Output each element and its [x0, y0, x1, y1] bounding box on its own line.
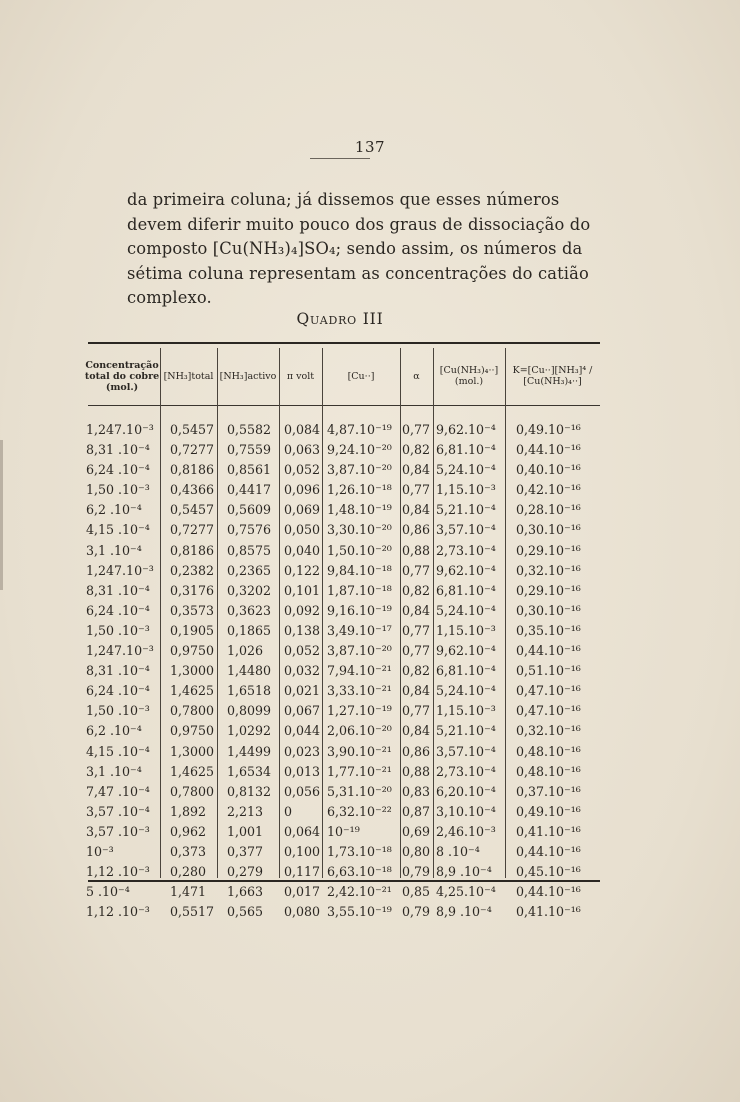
table-cell: 0,5582 [227, 422, 272, 437]
table-cell: 0,86 [402, 743, 431, 759]
table-cell: 5,24.10⁻⁴ [436, 683, 496, 699]
table-cell: 4,15 .10⁻⁴ [86, 522, 150, 538]
paragraph-line: sétima coluna representam as concentrações do catião [127, 263, 589, 283]
table-cell: 0,82 [402, 582, 431, 598]
table-cell: 0,8099 [227, 703, 272, 719]
body-paragraph [127, 188, 591, 311]
table-row [86, 500, 600, 520]
table-cell: 0,79 [402, 864, 431, 880]
table-cell: 1,471 [170, 884, 207, 900]
page-edge-stain [0, 440, 3, 590]
table-cell: 0,88 [402, 763, 431, 779]
header-total-copper: Concentração total do cobre (mol.) [84, 359, 160, 393]
table-cell: 0,122 [284, 562, 321, 578]
table-cell: 0,5517 [170, 904, 215, 920]
table-cell: 0,092 [284, 602, 321, 618]
table-cell: 2,42.10⁻²¹ [327, 884, 392, 900]
table-cell: 9,16.10⁻¹⁹ [327, 602, 392, 618]
table-cell: 0,8132 [227, 783, 272, 799]
table-cell: 5 .10⁻⁴ [86, 884, 130, 900]
table-caption: Quadro III [296, 310, 384, 328]
table-cell: 2,06.10⁻²⁰ [327, 723, 392, 739]
page-number: 137 [354, 138, 386, 156]
table-cell: 0,80 [402, 843, 431, 859]
table-cell: 3,55.10⁻¹⁹ [327, 904, 392, 920]
table-cell: 0,9750 [170, 723, 215, 739]
table-cell: 0 [284, 803, 293, 819]
table-cell: 6,63.10⁻¹⁸ [327, 864, 392, 880]
table-cell: 0,063 [284, 442, 321, 458]
table-cell: 1,15.10⁻³ [436, 482, 496, 498]
table-row [86, 842, 600, 862]
table-cell: 3,30.10⁻²⁰ [327, 522, 392, 538]
table-cell: 3,49.10⁻¹⁷ [327, 622, 392, 638]
table-row [86, 721, 600, 741]
table-cell: 1,4499 [227, 743, 272, 759]
paragraph-line: complexo. [127, 288, 212, 308]
table-cell: 0,48.10⁻¹⁶ [516, 763, 581, 779]
table-cell: 8,31 .10⁻⁴ [86, 582, 150, 598]
table-cell: 6,81.10⁻⁴ [436, 442, 496, 458]
header-potential: π volt [286, 370, 315, 382]
table-cell: 7,94.10⁻²¹ [327, 663, 392, 679]
table-cell: 0,44.10⁻¹⁶ [516, 442, 581, 458]
table-cell: 1,48.10⁻¹⁹ [327, 502, 392, 518]
table-cell: 7,47 .10⁻⁴ [86, 783, 150, 799]
table-cell: 0,29.10⁻¹⁶ [516, 582, 581, 598]
table-cell: 0,47.10⁻¹⁶ [516, 683, 581, 699]
header-nh3-total: [NH₃]total [163, 370, 214, 382]
table-cell: 0,49.10⁻¹⁶ [516, 422, 581, 437]
paragraph-line: composto [Cu(NH₃)₄]SO₄; sendo assim, os números da [127, 239, 583, 259]
table-cell: 2,46.10⁻³ [436, 823, 496, 839]
table-cell: 0,28.10⁻¹⁶ [516, 502, 581, 518]
table-row [86, 762, 600, 782]
table-cell: 0,023 [284, 743, 321, 759]
table-cell: 0,084 [284, 422, 321, 437]
table-cell: 0,3202 [227, 582, 272, 598]
table-cell: 9,62.10⁻⁴ [436, 643, 496, 659]
table-cell: 1,663 [227, 884, 264, 900]
table-cell: 9,24.10⁻²⁰ [327, 442, 392, 458]
table-cell: 0,4417 [227, 482, 272, 498]
table-cell: 0,37.10⁻¹⁶ [516, 783, 581, 799]
table-cell: 0,30.10⁻¹⁶ [516, 602, 581, 618]
table-cell: 3,87.10⁻²⁰ [327, 643, 392, 659]
table-cell: 0,1905 [170, 622, 215, 638]
table-row [86, 882, 600, 902]
table-cell: 0,013 [284, 763, 321, 779]
table-cell: 6,81.10⁻⁴ [436, 663, 496, 679]
table-cell: 3,33.10⁻²¹ [327, 683, 392, 699]
table-cell: 0,280 [170, 864, 207, 880]
table-cell: 6,2 .10⁻⁴ [86, 723, 142, 739]
header-alpha: α [413, 370, 420, 382]
table-cell: 0,052 [284, 462, 321, 478]
table-cell: 9,84.10⁻¹⁸ [327, 562, 392, 578]
table-cell: 6,24 .10⁻⁴ [86, 683, 150, 699]
table-cell: 0,84 [402, 602, 431, 618]
table-cell: 1,6534 [227, 763, 272, 779]
table-cell: 8,9 .10⁻⁴ [436, 864, 492, 880]
table-cell: 8 .10⁻⁴ [436, 843, 480, 859]
table-cell: 0,096 [284, 482, 321, 498]
table-cell: 9,62.10⁻⁴ [436, 422, 496, 437]
table-cell: 10⁻¹⁹ [327, 823, 360, 839]
table-cell: 0,40.10⁻¹⁶ [516, 462, 581, 478]
table-cell: 1,12 .10⁻³ [86, 904, 150, 920]
table-cell: 4,15 .10⁻⁴ [86, 743, 150, 759]
table-cell: 0,080 [284, 904, 321, 920]
table-cell: 0,77 [402, 643, 431, 659]
table-cell: 2,73.10⁻⁴ [436, 542, 496, 558]
table-cell: 0,82 [402, 663, 431, 679]
table-cell: 0,8186 [170, 542, 215, 558]
table-row [86, 601, 600, 621]
table-row [86, 742, 600, 762]
table-top-rule [88, 342, 600, 344]
table-cell: 1,15.10⁻³ [436, 703, 496, 719]
table-cell: 1,50.10⁻²⁰ [327, 542, 392, 558]
table-cell: 0,7800 [170, 783, 215, 799]
table-cell: 1,247.10⁻³ [86, 643, 154, 659]
table-cell: 6,24 .10⁻⁴ [86, 462, 150, 478]
table-cell: 0,79 [402, 904, 431, 920]
table-cell: 0,29.10⁻¹⁶ [516, 542, 581, 558]
table-cell: 0,30.10⁻¹⁶ [516, 522, 581, 538]
table-cell: 0,41.10⁻¹⁶ [516, 823, 581, 839]
table-row [86, 460, 600, 480]
table-row [86, 902, 600, 922]
table-cell: 3,1 .10⁻⁴ [86, 763, 142, 779]
table-cell: 0,48.10⁻¹⁶ [516, 743, 581, 759]
table-cell: 1,6518 [227, 683, 272, 699]
table-cell: 5,24.10⁻⁴ [436, 602, 496, 618]
table-cell: 0,7559 [227, 442, 272, 458]
table-cell: 0,4366 [170, 482, 215, 498]
table-cell: 0,021 [284, 683, 321, 699]
table-cell: 0,84 [402, 723, 431, 739]
table-cell: 1,3000 [170, 743, 215, 759]
table-row [86, 621, 600, 641]
table-cell: 0,87 [402, 803, 431, 819]
table-row [86, 681, 600, 701]
paragraph-line: da primeira coluna; já dissemos que esses números [127, 190, 560, 209]
table-cell: 6,2 .10⁻⁴ [86, 502, 142, 518]
table-row [86, 862, 600, 882]
table-cell: 3,90.10⁻²¹ [327, 743, 392, 759]
table-body [86, 420, 600, 922]
table-cell: 1,50 .10⁻³ [86, 703, 150, 719]
table-row [86, 520, 600, 540]
table-cell: 0,050 [284, 522, 321, 538]
table-cell: 0,84 [402, 462, 431, 478]
table-cell: 0,77 [402, 703, 431, 719]
table-cell: 0,3623 [227, 602, 272, 618]
table-cell: 1,50 .10⁻³ [86, 482, 150, 498]
table-cell: 0,2365 [227, 562, 272, 578]
table-cell: 0,7277 [170, 442, 215, 458]
table-cell: 5,21.10⁻⁴ [436, 502, 496, 518]
header-nh3-active: [NH₃]activo [219, 370, 277, 382]
paragraph-line: devem diferir muito pouco dos graus de dissociação do [127, 214, 591, 234]
table-row [86, 641, 600, 661]
table-cell: 0,44.10⁻¹⁶ [516, 843, 581, 859]
table-cell: 0,44.10⁻¹⁶ [516, 643, 581, 659]
table-cell: 0,044 [284, 723, 321, 739]
table-cell: 0,42.10⁻¹⁶ [516, 482, 581, 498]
table-cell: 0,41.10⁻¹⁶ [516, 904, 581, 920]
table-cell: 3,10.10⁻⁴ [436, 803, 496, 819]
table-row [86, 782, 600, 802]
table-cell: 0,85 [402, 884, 431, 900]
table-cell: 1,247.10⁻³ [86, 562, 154, 578]
table-row [86, 420, 600, 440]
table-cell: 0,32.10⁻¹⁶ [516, 562, 581, 578]
table-cell: 0,45.10⁻¹⁶ [516, 864, 581, 880]
table-row [86, 701, 600, 721]
table-cell: 3,1 .10⁻⁴ [86, 542, 142, 558]
header-cu-ion: [Cu··] [347, 370, 375, 382]
table-cell: 0,017 [284, 884, 321, 900]
table-cell: 3,57 .10⁻⁴ [86, 803, 150, 819]
table-cell: 10⁻³ [86, 843, 114, 859]
table-cell: 0,5457 [170, 502, 215, 518]
table-cell: 5,21.10⁻⁴ [436, 723, 496, 739]
table-cell: 0,9750 [170, 643, 215, 659]
table-header-rule [88, 405, 600, 406]
table-cell: 5,31.10⁻²⁰ [327, 783, 392, 799]
table-cell: 2,73.10⁻⁴ [436, 763, 496, 779]
table-cell: 6,24 .10⁻⁴ [86, 602, 150, 618]
table-row [86, 802, 600, 822]
table-cell: 0,5457 [170, 422, 215, 437]
table-cell: 0,101 [284, 582, 321, 598]
table-cell: 1,27.10⁻¹⁹ [327, 703, 392, 719]
table-cell: 0,49.10⁻¹⁶ [516, 803, 581, 819]
table-cell: 0,7277 [170, 522, 215, 538]
table-cell: 0,77 [402, 562, 431, 578]
table-cell: 1,001 [227, 823, 264, 839]
table-cell: 6,81.10⁻⁴ [436, 582, 496, 598]
table-cell: 0,35.10⁻¹⁶ [516, 622, 581, 638]
table-cell: 4,87.10⁻¹⁹ [327, 422, 392, 437]
table-cell: 0,5609 [227, 502, 272, 518]
table-cell: 2,213 [227, 803, 264, 819]
table-cell: 0,86 [402, 522, 431, 538]
table-cell: 1,4480 [227, 663, 272, 679]
header-constant-k: K=[Cu··][NH₃]⁴ / [Cu(NH₃)₄··] [512, 365, 593, 387]
table-cell: 3,87.10⁻²⁰ [327, 462, 392, 478]
table-cell: 1,12 .10⁻³ [86, 864, 150, 880]
table-cell: 0,7576 [227, 522, 272, 538]
table-cell: 0,7800 [170, 703, 215, 719]
table-cell: 1,247.10⁻³ [86, 422, 154, 437]
table-cell: 1,87.10⁻¹⁸ [327, 582, 392, 598]
table-cell: 1,4625 [170, 683, 215, 699]
table-cell: 0,84 [402, 502, 431, 518]
table-cell: 1,892 [170, 803, 207, 819]
table-cell: 0,1865 [227, 622, 272, 638]
table-cell: 3,57.10⁻⁴ [436, 743, 496, 759]
table-cell: 0,51.10⁻¹⁶ [516, 663, 581, 679]
table-cell: 0,040 [284, 542, 321, 558]
table-cell: 0,77 [402, 482, 431, 498]
table-cell: 0,77 [402, 622, 431, 638]
table-cell: 0,3176 [170, 582, 215, 598]
table-cell: 4,25.10⁻⁴ [436, 884, 496, 900]
table-cell: 6,20.10⁻⁴ [436, 783, 496, 799]
table-cell: 0,77 [402, 422, 431, 437]
table-cell: 0,8561 [227, 462, 272, 478]
table-cell: 1,026 [227, 643, 264, 659]
table-row [86, 822, 600, 842]
page-number-rule [310, 158, 370, 159]
table-cell: 0,47.10⁻¹⁶ [516, 703, 581, 719]
table-cell: 0,067 [284, 703, 321, 719]
table-cell: 1,77.10⁻²¹ [327, 763, 392, 779]
table-row [86, 661, 600, 681]
table-cell: 0,83 [402, 783, 431, 799]
table-cell: 0,84 [402, 683, 431, 699]
table-cell: 8,9 .10⁻⁴ [436, 904, 492, 920]
table-row [86, 561, 600, 581]
table-cell: 0,100 [284, 843, 321, 859]
table-row [86, 480, 600, 500]
table-cell: 0,962 [170, 823, 207, 839]
table-cell: 0,32.10⁻¹⁶ [516, 723, 581, 739]
table-cell: 5,24.10⁻⁴ [436, 462, 496, 478]
table-cell: 0,117 [284, 864, 321, 880]
table-cell: 3,57 .10⁻³ [86, 823, 150, 839]
table-cell: 9,62.10⁻⁴ [436, 562, 496, 578]
table-cell: 0,032 [284, 663, 321, 679]
table-cell: 0,056 [284, 783, 321, 799]
table-row [86, 581, 600, 601]
table-cell: 1,26.10⁻¹⁸ [327, 482, 392, 498]
table-cell: 0,069 [284, 502, 321, 518]
table-cell: 1,50 .10⁻³ [86, 622, 150, 638]
table-cell: 0,377 [227, 843, 264, 859]
table-cell: 1,15.10⁻³ [436, 622, 496, 638]
table-cell: 0,8186 [170, 462, 215, 478]
header-complex-conc: [Cu(NH₃)₄··] (mol.) [439, 365, 499, 387]
table-cell: 0,69 [402, 823, 431, 839]
table-cell: 1,73.10⁻¹⁸ [327, 843, 392, 859]
table-cell: 0,82 [402, 442, 431, 458]
table-cell: 0,44.10⁻¹⁶ [516, 884, 581, 900]
table-row [86, 541, 600, 561]
table-cell: 0,052 [284, 643, 321, 659]
table-cell: 8,31 .10⁻⁴ [86, 442, 150, 458]
table-cell: 0,565 [227, 904, 264, 920]
table-cell: 0,88 [402, 542, 431, 558]
table-cell: 0,3573 [170, 602, 215, 618]
table-cell: 0,064 [284, 823, 321, 839]
table-cell: 8,31 .10⁻⁴ [86, 663, 150, 679]
table-cell: 0,2382 [170, 562, 215, 578]
table-cell: 6,32.10⁻²² [327, 803, 392, 819]
table-cell: 0,8575 [227, 542, 272, 558]
table-cell: 1,3000 [170, 663, 215, 679]
table-row [86, 440, 600, 460]
table-cell: 1,0292 [227, 723, 272, 739]
table-cell: 1,4625 [170, 763, 215, 779]
table-cell: 0,279 [227, 864, 264, 880]
table-cell: 3,57.10⁻⁴ [436, 522, 496, 538]
table-cell: 0,138 [284, 622, 321, 638]
table-cell: 0,373 [170, 843, 207, 859]
